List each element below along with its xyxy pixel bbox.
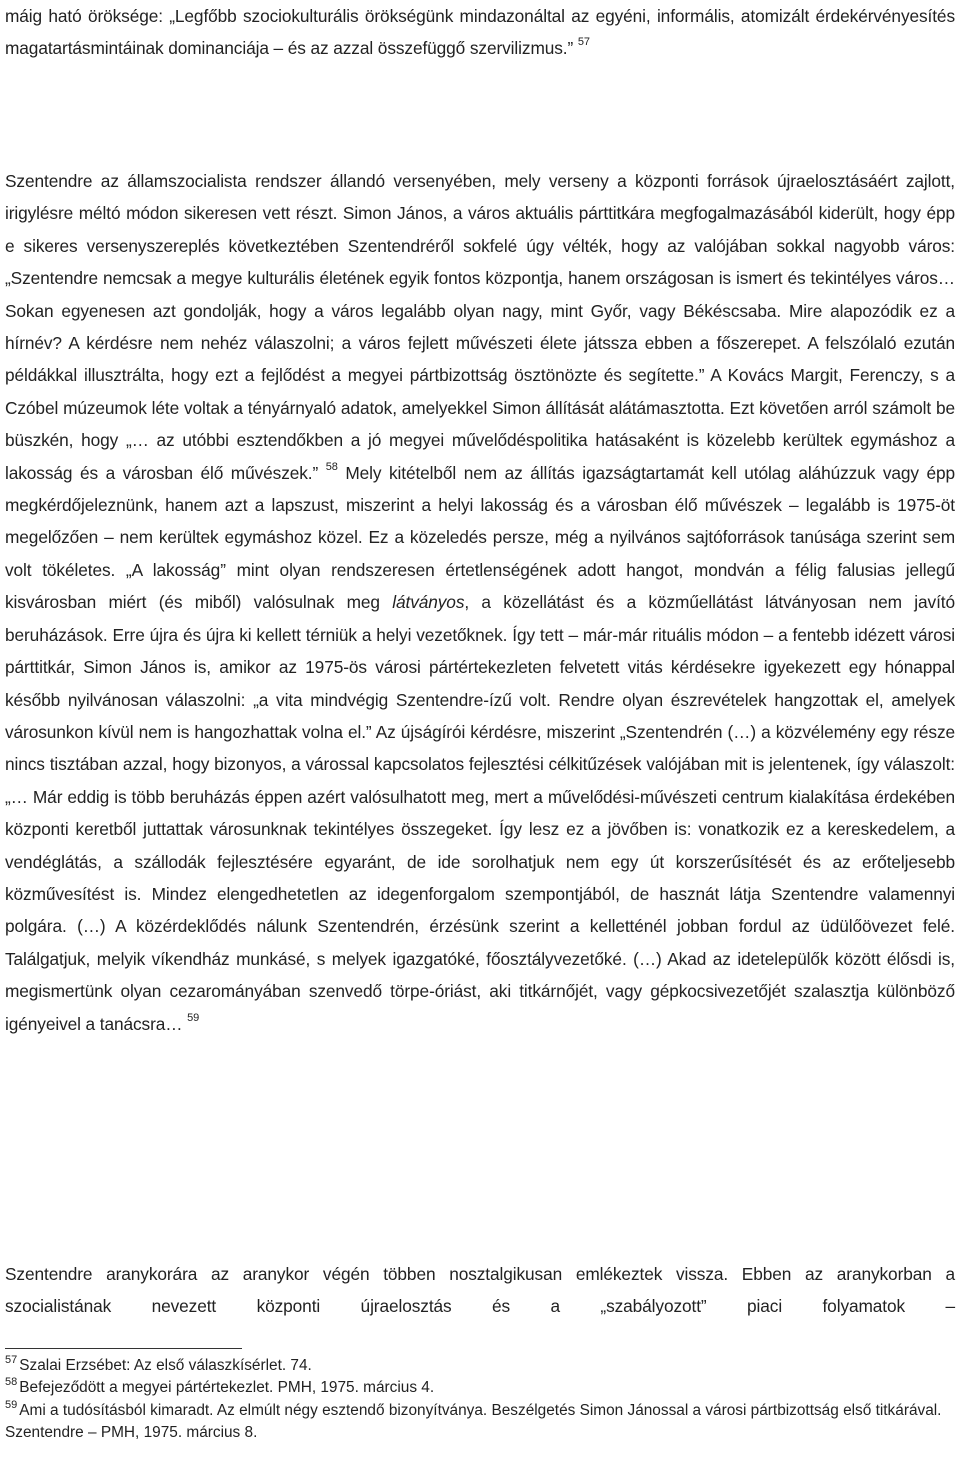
text-segment: máig ható öröksége: „Legfőbb szociokulturális örökségünk mindazonáltal az egyéni, informális, atomizált érdekérvényesítés magatartásmintáinak dominanciája – és az azzal összefüggő szervilizmus.” [5,6,955,59]
text-segment: Szentendre az államszocialista rendszer állandó versenyében, mely verseny a központi források újraelosztásáért zajlott, irigylésre méltó módon sikeresen vett részt. Simon János, a város aktuális párttitkára megfogalmazásából kiderült, hogy épp e sikeres versenyszereplés következtében Szentendréről sokfelé úgy vélték, hogy az valójában sokkal nagyobb város: „Szentendre nemcsak a megye kulturális életének egyik fontos központja, hanem országosan is ismert és tekintélyes város… Sokan egyenesen azt gondolják, hogy a város legalább olyan nagy, mint Győr, vagy Békéscsaba. Mire alapozódik ez a hírnév? A kérdésre nem nehéz válaszolni; a város fejlett művészeti élete játssza ebben a főszerepet. A felszólaló ezután példákkal illusztrálta, hogy ezt a fejlődést a megyei pártbizottság ösztönözte és segítette.” A Kovács Margit, Ferenczy, s a Czóbel múzeumok léte voltak a tényárnyaló adatok, amelyekkel Simon állítását alátámasztotta. Ezt követően arról számolt be büszkén, hogy „… az utóbbi esztendőkben a jó megyei művelődéspolitika hatásaként is közelebb kerültek egymáshoz a lakosság és a városban élő művészek.” [5,171,955,483]
footnote-text: Ami a tudósításból kimaradt. Az elmúlt négy esztendő bizonyítványa. Beszélgetés Simon Jánossal a városi pártbizottság első titkárával. Szentendre – PMH, 1975. március 8. [5,1401,942,1442]
footnotes [5,1355,955,1445]
footnote-text: Befejeződött a megyei pártértekezlet. PMH, 1975. március 4. [19,1379,435,1397]
footnote-number: 57 [5,1354,18,1366]
footnote-57 [5,1355,955,1377]
footnote-number: 58 [5,1376,18,1389]
text-segment: Szentendre aranykorára az aranykor végén többen nosztalgikusan emlékeztek vissza. Ebben az aranykorban a szocialistának nevezett központi újraelosztás és a „szabályozott” piaci folyamatok – [5,1264,955,1317]
footnote-ref-57[interactable]: 57 [577,36,590,49]
footnote-ref-59[interactable]: 59 [187,1011,200,1024]
paragraph-1 [5,0,955,65]
text-segment: Mely kitételből nem az állítás igazságtartamát kell utólag aláhúzzuk vagy épp megkérdőjeleznünk, hanem azt a lapszust, miszerint a helyi lakosság és a városban élő művészek – legalább is 1975-öt megelőzően – nem kerültek egymáshoz közel. Ez a közeledés persze, még a nyilvános sajtóforrások tanúsága szerint sem volt tökéletes. „A lakosság” mint olyan rendszeresen értetlenségének adott hangot, mondván a félig falusias jellegű kisvárosban miért (és miből) valósulnak meg [5,462,956,613]
text-segment: , a közellátást és a közműellátást látványosan nem javító beruházások. Erre újra és újra ki kellett térniük a helyi vezetőknek. Így tett – már-már rituális módon – a fentebb idézett városi párttitkár, Simon János is, amikor az 1975-ös városi pártértekezleten felvetett vitás kérdésekre igyekezett egy hónappal később nyilvánosan válaszolni: „a vita mindvégig Szentendre-ízű volt. Rendre olyan észrevételek hangzottak el, amelyek városunkon kívül nem is hangozhattak volna el.” Az újságírói kérdésre, miszerint „Szentendrén (…) a közvélemény egy része nincs tisztában azzal, hogy bizonyos, a várossal kapcsolatos fejlesztési célkitűzések valójában mit is jelentenek, így válaszolt: „… Már eddig is több beruházás éppen azért valósulhatott meg, mert a művelődési-művészeti centrum kialakítása érdekében központi keretből juttattak városunknak tekintélyes összegeket. Így lesz ez a jövőben is: vonatkozik ez a kereskedelem, a vendéglátás, a szállodák fejlesztésére egyaránt, de ide sorolhatjuk nem egy út korszerűsítését és az erőteljesebb közművesítést is. Mindez elengedhetetlen az idegenforgalom szempontjából, de hasznát látja Szentendre valamennyi polgára. (…) A közérdeklődés nálunk Szentendrén, érzésünk szerint a kelletténél jobban fordul az üdülőövezet felé. Találgatjuk, melyik víkendház munkásé, s melyek igazgatóké, főosztályvezetőké. (…) Akad az idetelepülők között élősdi is, megismertünk olyan cezarományában szenvedő törpe-óriást, aki titkárnőjét, vagy gépkocsivezetőjét szalasztja különböző igényeivel a tanácsra… [5,592,955,1034]
footnote-ref-58[interactable]: 58 [325,460,338,473]
paragraph-3 [5,1258,955,1323]
footnote-text: Szalai Erzsébet: Az első válaszkísérlet. 74. [19,1357,312,1374]
footnote-59 [5,1400,955,1445]
footnote-separator [5,1348,242,1349]
paragraph-2 [5,165,955,1040]
footnote-number: 59 [5,1398,18,1411]
italic-text: látványos [392,592,465,613]
footnote-58 [5,1377,955,1399]
